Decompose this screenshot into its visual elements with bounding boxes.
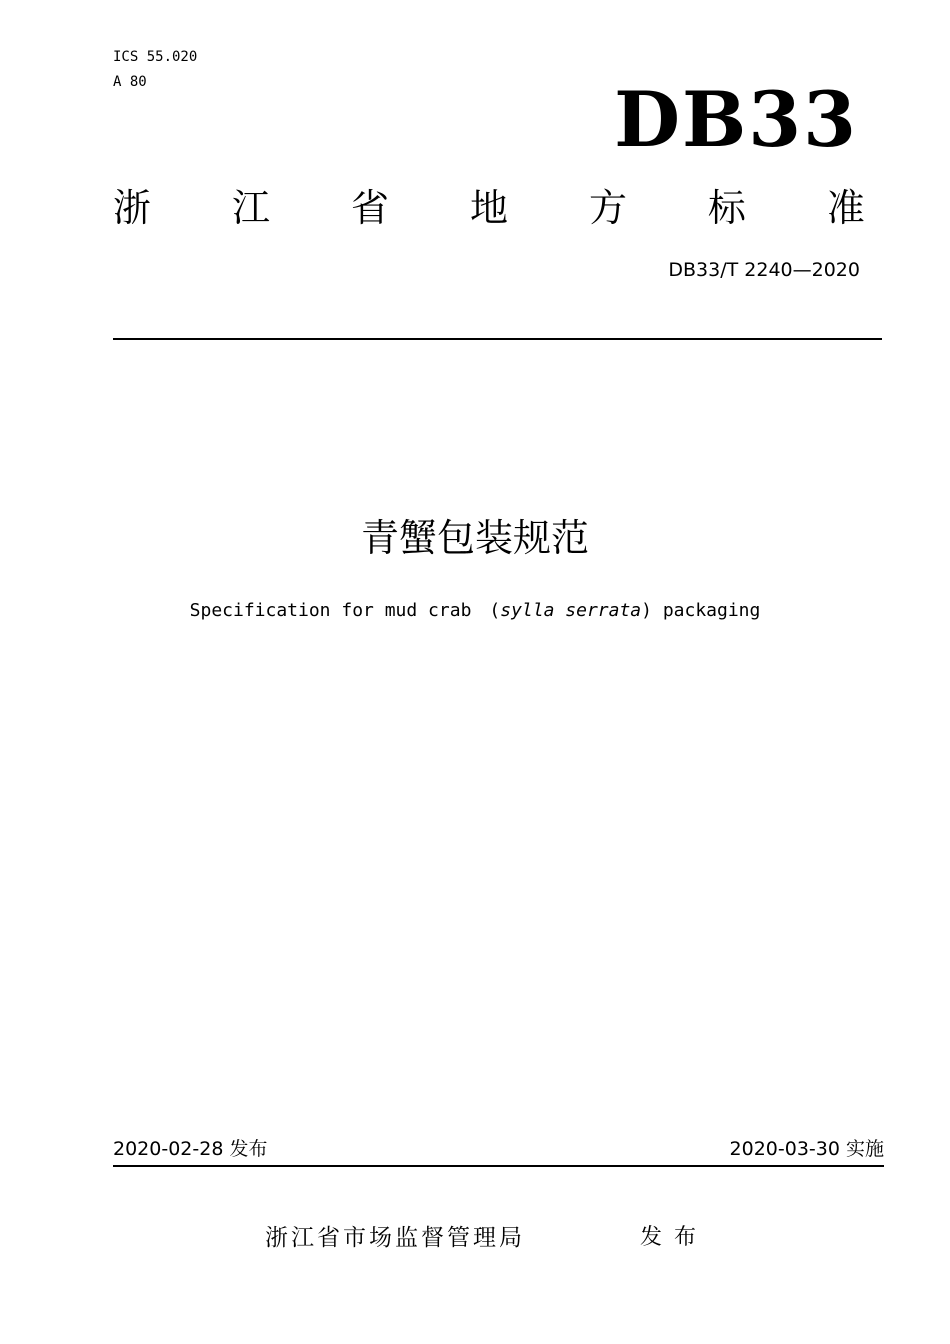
db-code: DB33 xyxy=(614,75,858,164)
title-english-start: Specification for mud crab ( xyxy=(189,600,501,621)
standard-type-char: 准 xyxy=(826,186,865,230)
title-chinese: 青蟹包装规范 xyxy=(360,516,589,560)
top-divider xyxy=(113,338,882,340)
publisher-name: 浙江省市场监督管理局 xyxy=(265,1225,525,1251)
title-english-end: ) packaging xyxy=(641,600,761,621)
standard-type-char: 省 xyxy=(350,186,389,230)
implementation-date: 2020-03-30 实施 xyxy=(729,1138,884,1160)
standard-type-char: 地 xyxy=(469,186,508,230)
ics-code: ICS 55.020 xyxy=(113,49,198,65)
title-english-species: sylla serrata xyxy=(500,600,642,621)
standard-type xyxy=(113,182,865,234)
ccs-code: A 80 xyxy=(113,74,147,90)
title-english xyxy=(0,598,950,624)
standard-type-char: 浙 xyxy=(113,186,152,230)
standard-number: DB33/T 2240—2020 xyxy=(668,259,860,281)
publish-label: 发布 xyxy=(640,1225,709,1250)
standard-type-char: 方 xyxy=(588,186,627,230)
standard-type-char: 标 xyxy=(707,186,746,230)
issue-date: 2020-02-28 发布 xyxy=(113,1138,268,1160)
standard-type-char: 江 xyxy=(231,186,270,230)
bottom-divider xyxy=(113,1165,884,1167)
